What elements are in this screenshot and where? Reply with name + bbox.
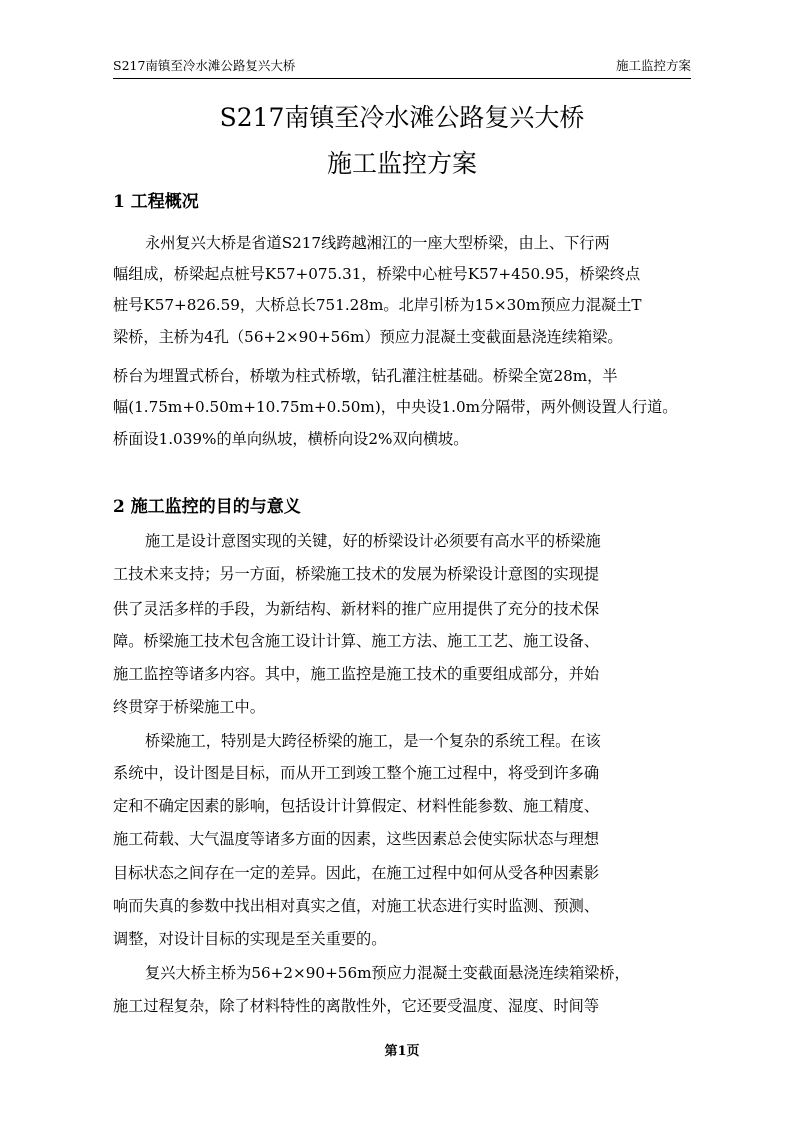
paragraph-line: 施工是设计意图实现的关键，好的桥梁设计必须要有高水平的桥梁施	[145, 532, 601, 550]
paragraph-line: 永州复兴大桥是省道S217线跨越湘江的一座大型桥梁，由上、下行两	[145, 234, 610, 252]
paragraph-line: 桥梁施工，特别是大跨径桥梁的施工，是一个复杂的系统工程。在该	[145, 732, 601, 750]
paragraph-line: 复兴大桥主桥为56+2×90+56m预应力混凝土变截面悬浇连续箱梁桥，	[145, 964, 630, 982]
paragraph-line: 障。桥梁施工技术包含施工设计计算、施工方法、施工工艺、施工设备、	[113, 632, 599, 650]
document-title-line-2: 施工监控方案	[326, 149, 477, 178]
page-number: 第1页	[384, 1044, 420, 1059]
paragraph-line: 施工监控等诸多内容。其中，施工监控是施工技术的重要组成部分，并始	[113, 665, 599, 683]
paragraph-line: 幅(1.75m+0.50m+10.75m+0.50m)，中央设1.0m分隔带，两外侧设置人行道。	[113, 398, 678, 416]
paragraph-line: 目标状态之间存在一定的差异。因此，在施工过程中如何从受各种因素影	[113, 864, 599, 882]
paragraph-line: 幅组成，桥梁起点桩号K57+075.31，桥梁中心桩号K57+450.95，桥梁终点	[113, 265, 641, 283]
section-heading-1: 1 工程概况	[113, 192, 199, 212]
page-header	[113, 57, 691, 75]
paragraph-line: 施工荷载、大气温度等诸多方面的因素，这些因素总会使实际状态与理想	[113, 830, 599, 848]
paragraph-line: 桥面设1.039%的单向纵坡，横桥向设2%双向横坡。	[113, 430, 469, 448]
paragraph-line: 响而失真的参数中找出相对真实之值，对施工状态进行实时监测、预测、	[113, 897, 599, 915]
paragraph-line: 桩号K57+826.59，大桥总长751.28m。北岸引桥为15×30m预应力混凝土T	[113, 296, 642, 314]
paragraph-line: 梁桥，主桥为4孔（56+2×90+56m）预应力混凝土变截面悬浇连续箱梁。	[113, 328, 623, 346]
paragraph-line: 调整，对设计目标的实现是至关重要的。	[113, 930, 387, 948]
paragraph-line: 定和不确定因素的影响，包括设计计算假定、材料性能参数、施工精度、	[113, 797, 599, 815]
header-document-type: 施工监控方案	[615, 58, 691, 73]
paragraph-line: 终贯穿于桥梁施工中。	[113, 698, 265, 716]
paragraph-line: 桥台为埋置式桥台，桥墩为柱式桥墩，钻孔灌注桩基础。桥梁全宽28m，半	[113, 367, 618, 385]
section-heading-2: 2 施工监控的目的与意义	[113, 497, 301, 517]
paragraph-line: 施工过程复杂，除了材料特性的离散性外，它还要受温度、湿度、时间等	[113, 997, 599, 1015]
header-project-name: S217南镇至冷水滩公路复兴大桥	[113, 58, 296, 73]
header-rule	[113, 78, 691, 79]
paragraph-line: 工技术来支持；另一方面，桥梁施工技术的发展为桥梁设计意图的实现提	[113, 565, 599, 583]
paragraph-line: 供了灵活多样的手段，为新结构、新材料的推广应用提供了充分的技术保	[113, 600, 599, 618]
document-title-line-1: S217南镇至冷水滩公路复兴大桥	[219, 103, 585, 132]
paragraph-line: 系统中，设计图是目标，而从开工到竣工整个施工过程中，将受到许多确	[113, 764, 599, 782]
